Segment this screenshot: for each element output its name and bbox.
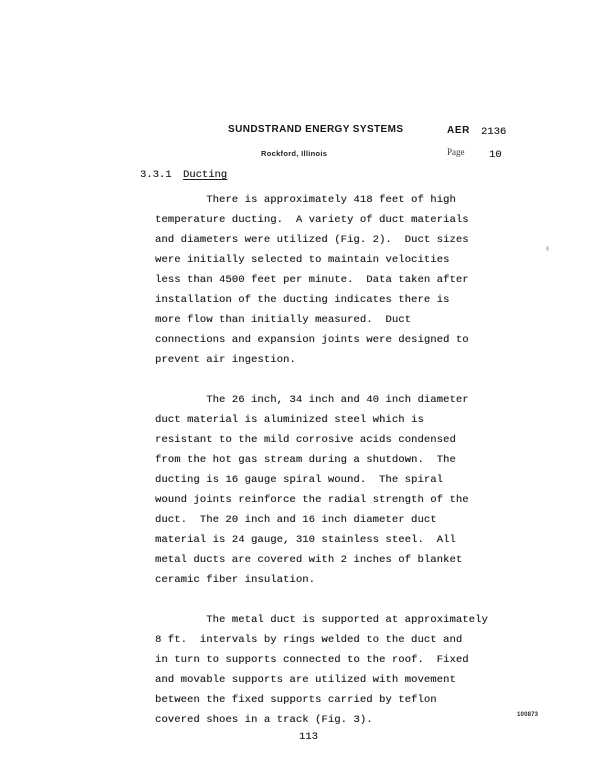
page-number-label: Page bbox=[447, 147, 465, 157]
header-organization: SUNDSTRAND ENERGY SYSTEMS bbox=[228, 124, 404, 135]
section-number: 3.3.1 bbox=[140, 169, 172, 181]
footer-page-number: 113 bbox=[299, 731, 318, 743]
report-number-label: AER bbox=[447, 125, 470, 136]
document-stamp-number: 100873 bbox=[517, 712, 539, 718]
page-number-value: 10 bbox=[489, 149, 502, 161]
paragraph-1: There is approximately 418 feet of high temperature ducting. A variety of duct materials and diameters were utilized (Fig. 2). Duct sizes were initially selected to maintain velocities less than 4500 feet per minute. Data taken after installation of the ducting indicates there is more flow than initially measured. Duct connections and expansion joints were designed to prevent air ingestion. bbox=[155, 194, 469, 366]
header-location: Rockford, Illinois bbox=[261, 149, 328, 158]
paragraph-3: The metal duct is supported at approximately 8 ft. intervals by rings welded to the duct and in turn to supports connected to the roof. Fixed and movable supports are utilized with movement between the fixed supports carried by teflon covered shoes in a track (Fig. 3). bbox=[155, 614, 488, 726]
body-text bbox=[155, 190, 505, 730]
section-title: Ducting bbox=[183, 169, 228, 181]
scan-speck bbox=[546, 246, 549, 251]
paragraph-2: The 26 inch, 34 inch and 40 inch diameter duct material is aluminized steel which is resistant to the mild corrosive acids condensed from the hot gas stream during a shutdown. The ducting is 16 gauge spiral wound. The spiral wound joints reinforce the radial strength of the duct. The 20 inch and 16 inch diameter duct material is 24 gauge, 310 stainless steel. All metal ducts are covered with 2 inches of blanket ceramic fiber insulation. bbox=[155, 394, 469, 586]
report-number-value: 2136 bbox=[481, 126, 507, 138]
